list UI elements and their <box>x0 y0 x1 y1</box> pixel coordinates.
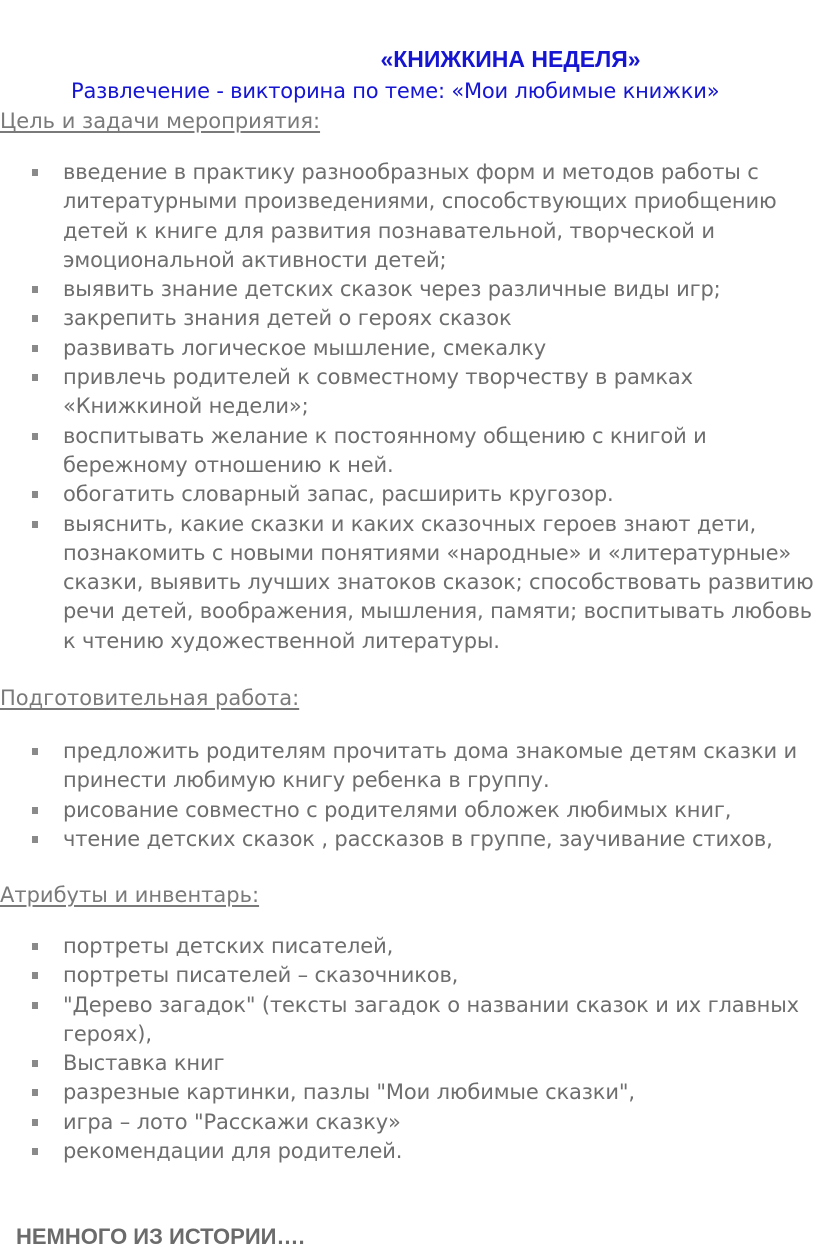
list-item-text: выявить знание детских сказок через различные виды игр; <box>63 277 721 302</box>
list-item <box>0 275 816 304</box>
list-item-text: портреты детских писателей, <box>63 934 394 958</box>
list-item-text: введение в практику разнообразных форм и методов работы с литературными произведениями, способствующих приобщению детей к книге для развития познавательной, творческой и эмоциональной активности детей; <box>63 160 777 272</box>
bullet-icon <box>32 1002 38 1009</box>
bullet-icon <box>32 374 38 381</box>
list-item-text: Выставка книг <box>63 1051 225 1076</box>
bullet-icon <box>32 433 38 440</box>
goals-heading: Цель и задачи мероприятия: <box>0 109 321 133</box>
bullet-icon <box>32 1119 38 1126</box>
list-item-text: предложить родителям прочитать дома знакомые детям сказки и принести любимую книгу ребенка в группу. <box>63 739 798 793</box>
list-item <box>0 363 816 422</box>
history-heading: НЕМНОГО ИЗ ИСТОРИИ…. <box>16 1224 305 1249</box>
list-item <box>0 1108 816 1137</box>
bullet-icon <box>32 972 38 979</box>
bullet-icon <box>32 169 38 176</box>
list-item-text: обогатить словарный запас, расширить кругозор. <box>63 482 614 507</box>
list-item <box>0 1078 816 1107</box>
list-item <box>0 1049 816 1078</box>
list-item <box>0 1137 816 1166</box>
list-item-text: воспитывать желание к постоянному общению с книгой и бережному отношению к ней. <box>63 423 707 477</box>
list-item-text: привлечь родителей к совместному творчеству в рамках «Книжкиной недели»; <box>63 365 693 419</box>
list-item <box>0 737 816 796</box>
list-item-text: развивать логическое мышление, смекалку <box>63 335 547 360</box>
list-item <box>0 158 816 275</box>
bullet-icon <box>32 943 38 950</box>
bullet-icon <box>32 807 38 814</box>
bullet-icon <box>32 315 38 322</box>
list-item <box>0 825 816 854</box>
bullet-icon <box>32 748 38 755</box>
list-item-text: "Дерево загадок" (тексты загадок о названии сказок и их главных героях), <box>63 992 799 1046</box>
bullet-icon <box>32 836 38 843</box>
list-item <box>0 991 816 1050</box>
preparation-heading: Подготовительная работа: <box>0 686 300 710</box>
bullet-icon <box>32 1060 38 1067</box>
list-item-text: игра – лото "Расскажи сказку» <box>63 1109 401 1134</box>
bullet-icon <box>32 521 38 528</box>
bullet-icon <box>32 1089 38 1096</box>
list-item <box>0 961 816 990</box>
attributes-list <box>0 932 816 1166</box>
bullet-icon <box>32 345 38 352</box>
list-item <box>0 480 816 509</box>
list-item-text: портреты писателей – сказочников, <box>63 963 459 988</box>
list-item-text: закрепить знания детей о героях сказок <box>63 306 512 331</box>
attributes-heading: Атрибуты и инвентарь: <box>0 883 260 907</box>
bullet-icon <box>32 286 38 293</box>
document-title: «КНИЖКИНА НЕДЕЛЯ» <box>380 46 641 72</box>
document-subtitle: Развлечение - викторина по теме: «Мои любимые книжки» <box>71 79 720 103</box>
list-item-text: чтение детских сказок , рассказов в группе, заучивание стихов, <box>63 826 773 851</box>
list-item <box>0 932 816 961</box>
list-item <box>0 422 816 481</box>
list-item-text: рекомендации для родителей. <box>63 1139 403 1164</box>
list-item <box>0 304 816 333</box>
preparation-list <box>0 737 816 854</box>
goals-list <box>0 158 816 656</box>
list-item <box>0 796 816 825</box>
list-item-text: рисование совместно с родителями обложек любимых книг, <box>63 797 732 822</box>
list-item <box>0 510 816 656</box>
bullet-icon <box>32 1148 38 1155</box>
list-item-text: разрезные картинки, пазлы "Мои любимые сказки", <box>63 1080 635 1105</box>
list-item <box>0 334 816 363</box>
bullet-icon <box>32 491 38 498</box>
list-item-text: выяснить, какие сказки и каких сказочных героев знают дети, познакомить с новыми понятиями «народные» и «литературные» сказки, выявить лучших знатоков сказок; способствовать развитию речи детей, воображения, мышления, памяти; воспитывать любовь к чтению художественной литературы. <box>63 511 814 653</box>
